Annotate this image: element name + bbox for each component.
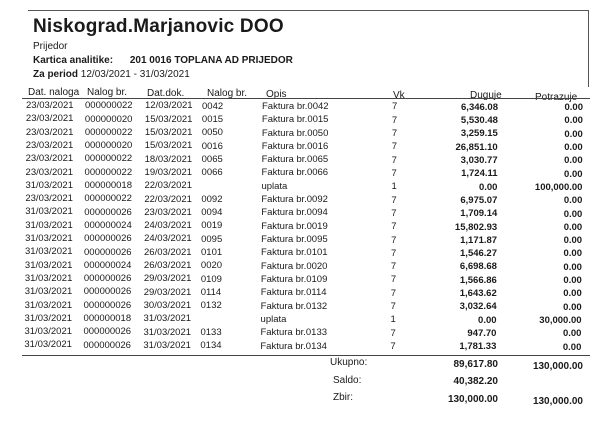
cell-duguje: 1,566.86	[459, 274, 497, 286]
cell-nalog-br: 000000022	[84, 153, 133, 165]
cell-opis: Faktura br.0020	[260, 260, 328, 272]
cell-potrazuje: 0.00	[564, 102, 583, 113]
cell-nalog-br-2: 0133	[200, 326, 222, 338]
cell-opis: Faktura br.0132	[260, 300, 328, 312]
cell-potrazuje: 0.00	[563, 301, 582, 313]
cell-nalog-br: 000000026	[83, 326, 132, 338]
cell-nalog-br-2: 0065	[201, 153, 223, 165]
cell-dat-naloga: 31/03/2021	[25, 219, 73, 231]
cell-opis: Faktura br.0066	[261, 167, 329, 179]
cell-dat-dok: 31/03/2021	[143, 339, 191, 351]
cell-dat-naloga: 23/03/2021	[25, 126, 74, 138]
zbir-label: Zbir:	[333, 392, 353, 403]
cell-dat-dok: 26/03/2021	[143, 260, 192, 271]
cell-dat-dok: 31/03/2021	[143, 313, 192, 325]
cell-dat-dok: 22/03/2021	[144, 180, 192, 192]
cell-duguje: 3,259.15	[460, 128, 498, 140]
cell-nalog-br-2: 0066	[201, 167, 223, 179]
cell-dat-dok: 15/03/2021	[144, 140, 193, 152]
cell-vk: 7	[391, 221, 397, 233]
totals-separator	[22, 355, 590, 356]
cell-nalog-br: 000000020	[84, 140, 133, 152]
cell-dat-naloga: 23/03/2021	[25, 166, 74, 178]
company-name: Niskograd.Marjanovic DOO	[33, 16, 284, 37]
cell-opis: Faktura br.0050	[261, 127, 329, 139]
ukupno-potrazuje: 130,000.00	[532, 361, 583, 372]
cell-nalog-br-2: 0016	[201, 140, 223, 152]
cell-duguje: 26,851.10	[455, 141, 498, 153]
cell-dat-dok: 23/03/2021	[144, 206, 192, 218]
cell-nalog-br-2: 0019	[201, 220, 223, 232]
cell-nalog-br: 000000022	[84, 166, 133, 178]
cell-potrazuje: 0.00	[563, 195, 583, 207]
cell-duguje: 3,032.64	[459, 301, 497, 313]
ukupno-duguje: 89,617.80	[453, 359, 498, 370]
cell-nalog-br-2: 0094	[201, 207, 223, 218]
cell-nalog-br: 000000026	[83, 273, 132, 285]
cell-vk: 7	[391, 247, 397, 259]
cell-nalog-br-2: 0109	[200, 273, 222, 285]
cell-opis: Faktura br.0065	[261, 154, 329, 166]
cell-dat-naloga: 31/03/2021	[25, 246, 73, 258]
cell-vk: 7	[391, 194, 397, 206]
cell-vk: 7	[391, 234, 397, 246]
cell-vk: 7	[391, 114, 398, 126]
cell-potrazuje: 0.00	[562, 328, 582, 340]
cell-opis: Faktura br.0094	[261, 207, 328, 219]
ukupno-label: Ukupno:	[330, 357, 368, 368]
cell-nalog-br-2: 0050	[201, 127, 223, 139]
cell-dat-dok: 26/03/2021	[144, 246, 192, 258]
col-nalog-br-2: Nalog br.	[207, 88, 248, 99]
col-potrazuje: Potrazuje	[535, 92, 578, 103]
cell-duguje: 15,802.93	[454, 221, 498, 233]
cell-dat-naloga: 31/03/2021	[24, 299, 73, 311]
cell-duguje: 1,709.14	[460, 208, 498, 220]
cell-vk: 7	[392, 101, 398, 113]
cell-nalog-br: 000000018	[83, 313, 132, 324]
cell-nalog-br: 000000026	[84, 246, 132, 258]
cell-opis: Faktura br.0101	[261, 247, 328, 259]
cell-vk: 7	[390, 301, 396, 313]
zbir-duguje: 130,000.00	[447, 394, 498, 405]
cell-nalog-br-2: 0020	[200, 260, 223, 272]
cell-dat-naloga: 31/03/2021	[24, 312, 73, 324]
cell-vk: 7	[391, 128, 398, 140]
company-city: Prijedor	[33, 41, 68, 52]
cell-dat-dok: 15/03/2021	[144, 127, 193, 138]
account-card-label: Kartica analitike:	[33, 55, 114, 66]
cell-potrazuje: 0.00	[564, 128, 583, 140]
cell-dat-dok: 15/03/2021	[144, 113, 193, 125]
cell-potrazuje: 0.00	[563, 221, 583, 233]
period-label: Za period	[33, 69, 79, 80]
cell-nalog-br: 000000018	[84, 180, 133, 191]
cell-dat-dok: 30/03/2021	[143, 299, 192, 311]
col-opis: Opis	[266, 89, 287, 100]
cell-nalog-br-2: 0092	[201, 193, 223, 205]
cell-dat-naloga: 31/03/2021	[25, 179, 73, 191]
cell-dat-dok: 18/03/2021	[144, 153, 193, 165]
cell-duguje: 0.00	[478, 314, 497, 326]
cell-duguje: 0.00	[478, 181, 498, 193]
cell-nalog-br-2: 0132	[200, 300, 222, 312]
cell-vk: 7	[390, 261, 397, 273]
col-duguje: Duguje	[470, 90, 502, 101]
cell-dat-naloga: 23/03/2021	[25, 153, 74, 165]
cell-duguje: 6,975.07	[460, 194, 498, 206]
cell-duguje: 5,530.48	[460, 115, 498, 126]
cell-dat-naloga: 31/03/2021	[25, 206, 73, 218]
period-line	[33, 69, 190, 80]
cell-opis: Faktura br.0042	[262, 100, 329, 112]
cell-nalog-br-2: 0114	[200, 286, 222, 298]
cell-dat-naloga: 31/03/2021	[24, 286, 73, 298]
cell-dat-dok: 24/03/2021	[144, 220, 192, 232]
cell-duguje: 6,346.08	[461, 101, 498, 113]
col-vk: Vk	[393, 90, 405, 101]
cell-opis: Faktura br.0019	[261, 220, 328, 232]
cell-vk: 7	[391, 141, 398, 153]
cell-opis: Faktura br.0092	[261, 194, 328, 206]
cell-dat-naloga: 31/03/2021	[24, 259, 73, 271]
cell-potrazuje: 100,000.00	[534, 181, 583, 193]
cell-duguje: 1,171.87	[460, 234, 498, 246]
cell-opis: Faktura br.0016	[261, 140, 329, 152]
cell-nalog-br: 000000022	[84, 126, 133, 138]
cell-nalog-br: 000000022	[85, 100, 133, 112]
cell-duguje: 1,781.33	[459, 341, 497, 353]
cell-dat-dok: 12/03/2021	[145, 100, 193, 112]
cell-nalog-br-2: 0101	[201, 246, 223, 258]
cell-vk: 7	[390, 341, 396, 353]
cell-nalog-br: 000000026	[83, 299, 132, 311]
cell-potrazuje: 0.00	[563, 248, 582, 260]
cell-vk: 1	[391, 181, 397, 193]
cell-nalog-br: 000000026	[84, 206, 132, 218]
cell-nalog-br-2: 0015	[201, 113, 224, 125]
cell-vk: 7	[390, 274, 397, 286]
cell-nalog-br-2: 0134	[200, 340, 222, 351]
cell-opis: Faktura br.0109	[260, 273, 328, 285]
cell-dat-dok: 29/03/2021	[143, 273, 192, 285]
cell-dat-dok: 22/03/2021	[144, 193, 192, 205]
cell-dat-naloga: 31/03/2021	[24, 272, 73, 284]
cell-potrazuje: 0.00	[563, 288, 582, 300]
cell-duguje: 6,698.68	[459, 261, 497, 273]
cell-dat-dok: 24/03/2021	[144, 233, 192, 245]
cell-dat-naloga: 31/03/2021	[24, 326, 73, 338]
cell-potrazuje: 0.00	[563, 235, 583, 247]
cell-dat-naloga: 23/03/2021	[26, 100, 74, 111]
cell-nalog-br: 000000026	[84, 233, 132, 245]
cell-opis: Faktura br.0015	[261, 114, 329, 126]
cell-opis: Faktura br.0095	[261, 234, 328, 246]
cell-potrazuje: 0.00	[562, 341, 582, 353]
cell-duguje: 1,546.27	[460, 248, 497, 260]
cell-opis: Faktura br.0114	[260, 287, 327, 299]
zbir-potrazuje: 130,000.00	[532, 396, 583, 407]
cell-potrazuje: 0.00	[564, 141, 583, 153]
saldo-label: Saldo:	[333, 375, 362, 386]
cell-dat-naloga: 31/03/2021	[24, 339, 72, 351]
cell-nalog-br: 000000024	[83, 259, 132, 271]
cell-nalog-br: 000000026	[83, 339, 131, 351]
cell-opis: uplata	[261, 180, 288, 192]
cell-potrazuje: 0.00	[563, 275, 582, 287]
cell-duguje: 1,643.62	[459, 288, 497, 300]
cell-vk: 7	[390, 287, 397, 299]
cell-potrazuje: 0.00	[563, 208, 583, 220]
cell-nalog-br: 000000022	[84, 193, 132, 205]
cell-opis: Faktura br.0133	[260, 327, 328, 339]
cell-nalog-br-2: 0042	[202, 100, 224, 112]
cell-vk: 7	[391, 154, 397, 166]
cell-duguje: 947.70	[467, 328, 497, 340]
cell-dat-naloga: 31/03/2021	[25, 233, 73, 244]
cell-nalog-br: 000000024	[84, 219, 132, 231]
cell-nalog-br: 000000026	[83, 286, 132, 298]
cell-potrazuje: 0.00	[564, 155, 583, 167]
cell-dat-naloga: 23/03/2021	[25, 113, 74, 125]
cell-duguje: 1,724.11	[461, 168, 498, 180]
period-value: 12/03/2021 - 31/03/2021	[80, 69, 190, 80]
cell-potrazuje: 0.00	[563, 261, 582, 273]
account-card-line	[33, 55, 293, 66]
cell-dat-naloga: 23/03/2021	[25, 139, 74, 151]
cell-vk: 7	[391, 207, 397, 219]
cell-opis: Faktura br.0134	[260, 340, 327, 352]
cell-vk: 1	[390, 314, 396, 326]
cell-potrazuje: 30,000.00	[539, 315, 582, 327]
col-nalog-br: Nalog br.	[87, 87, 128, 98]
cell-nalog-br-2: 0095	[201, 233, 223, 245]
cell-nalog-br: 000000020	[84, 113, 133, 125]
cell-opis: uplata	[260, 313, 287, 325]
saldo-value: 40,382.20	[453, 376, 498, 387]
cell-potrazuje: 0.00	[564, 115, 583, 127]
cell-dat-dok: 31/03/2021	[143, 326, 192, 338]
cell-potrazuje: 0.00	[564, 168, 583, 180]
col-dat-dok: Dat.dok.	[147, 88, 185, 99]
cell-vk: 7	[390, 327, 396, 339]
cell-dat-dok: 19/03/2021	[144, 166, 193, 178]
cell-duguje: 3,030.77	[460, 154, 498, 166]
cell-dat-dok: 29/03/2021	[143, 286, 192, 298]
col-dat-naloga: Dat. naloga	[28, 87, 80, 98]
cell-dat-naloga: 23/03/2021	[25, 193, 73, 205]
cell-vk: 7	[391, 167, 397, 179]
account-card-value: 201 0016 TOPLANA AD PRIJEDOR	[129, 55, 293, 66]
header-separator	[22, 98, 590, 99]
